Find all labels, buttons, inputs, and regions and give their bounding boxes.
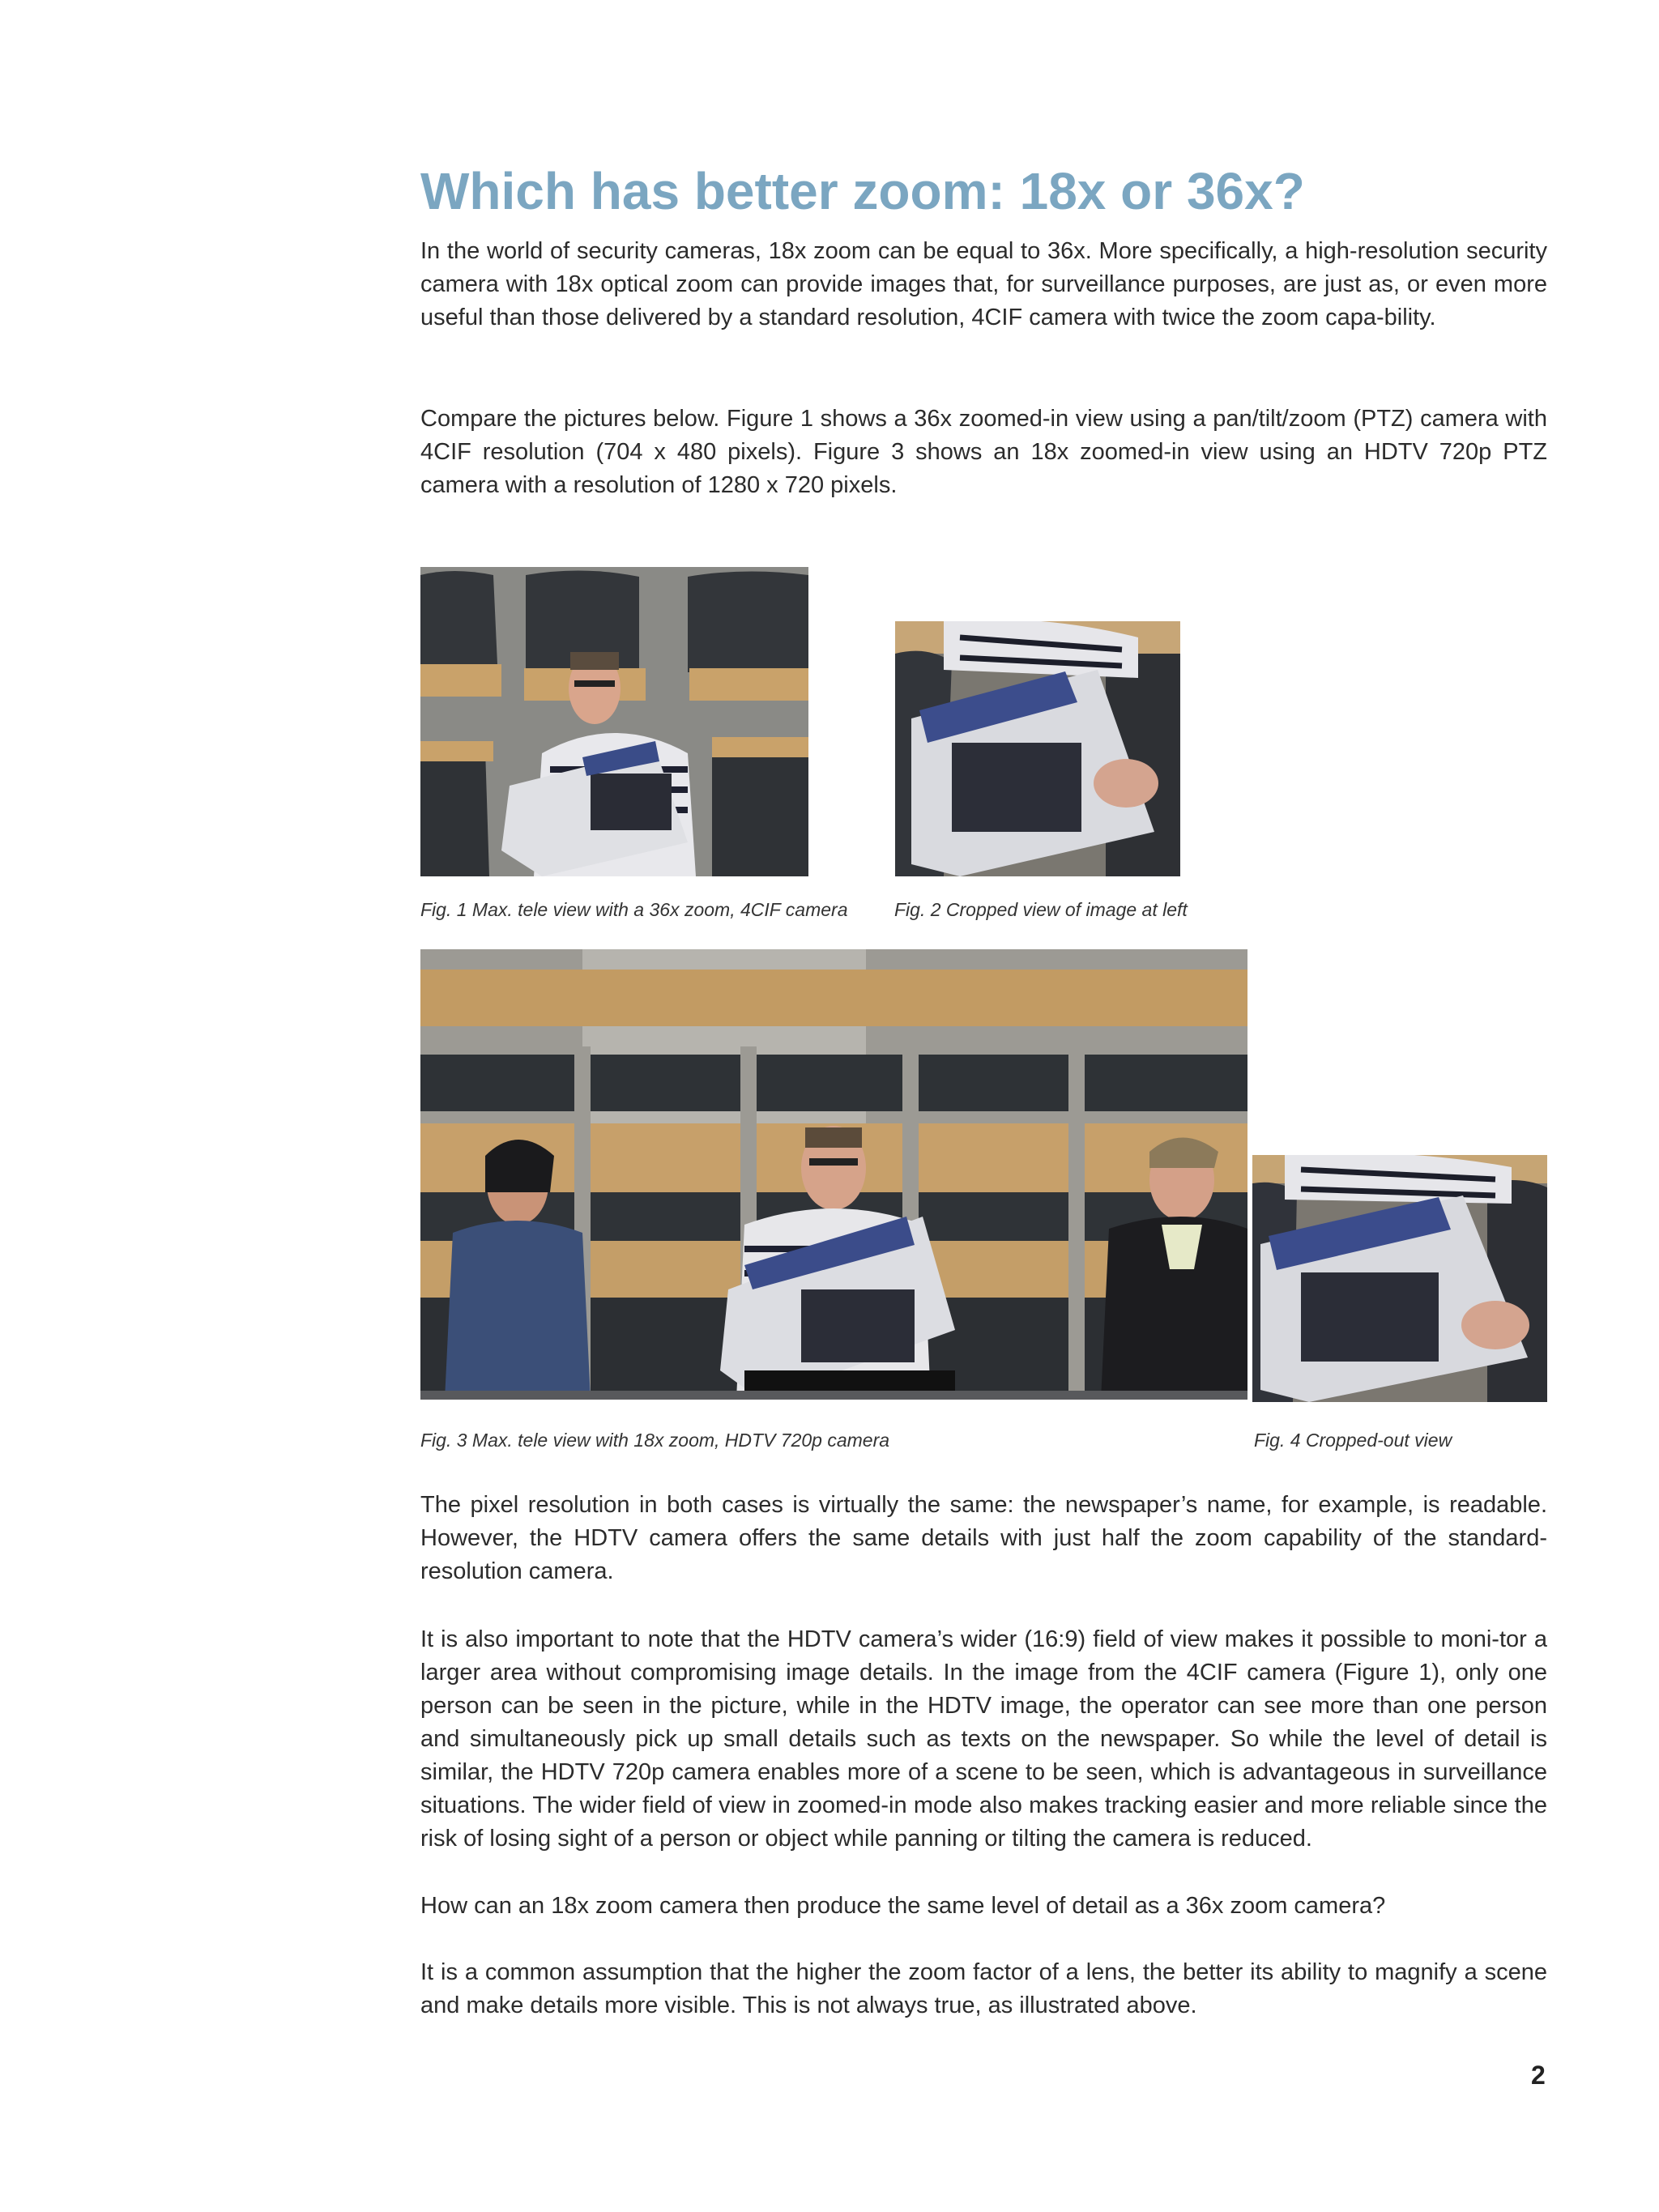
- intro-paragraph: In the world of security cameras, 18x zoom can be equal to 36x. More specifically, a high-resolution security camera with 18x optical zoom can provide images that, for surveillance purposes, are just as, or even more useful than those delivered by a standard resolution, 4CIF camera with twice the zoom capa-bility.: [420, 238, 1547, 330]
- page-title: Which has better zoom: 18x or 36x?: [420, 162, 1305, 220]
- figure-3-caption: Fig. 3 Max. tele view with 18x zoom, HDTV 720p camera: [420, 1430, 890, 1451]
- field-of-view-paragraph: It is also important to note that the HDTV camera’s wider (16:9) field of view makes it possible to moni-tor a larger area without compromising image details. In the image from the 4CIF camera (Figure 1), only one person can be seen in the picture, while in the HDTV image, the operator can see more than one person and simultaneously pick up small details such as texts on the newspaper. So while the level of detail is similar, the HDTV 720p camera enables more of a scene to be seen, which is advantageous in surveillance situations. The wider field of view in zoomed-in mode also makes tracking easier and more reliable since the risk of losing sight of a person or object while panning or tilting the camera is reduced.: [420, 1626, 1547, 1852]
- figure-2-caption: Fig. 2 Cropped view of image at left: [894, 899, 1188, 920]
- figure-2-photo: [895, 621, 1180, 876]
- assumption-paragraph: It is a common assumption that the higher the zoom factor of a lens, the better its ability to magnify a scene and make details more visible. This is not always true, as illustrated above.: [420, 1959, 1547, 2018]
- figure-4-caption: Fig. 4 Cropped-out view: [1254, 1430, 1452, 1451]
- resolution-paragraph: The pixel resolution in both cases is virtually the same: the newspaper’s name, for example, is readable. However, the HDTV camera offers the same details with just half the zoom capability of the standard-resolution camera.: [420, 1492, 1547, 1584]
- page-number: 2: [1531, 2061, 1546, 2090]
- comparison-paragraph: Compare the pictures below. Figure 1 shows a 36x zoomed-in view using a pan/tilt/zoom (PTZ) camera with 4CIF resolution (704 x 480 pixels). Figure 3 shows an 18x zoomed-in view using an HDTV 720p PTZ camera with a resolution of 1280 x 720 pixels.: [420, 406, 1547, 498]
- figure-1-photo: [420, 567, 808, 876]
- figure-1-caption: Fig. 1 Max. tele view with a 36x zoom, 4CIF camera: [420, 899, 848, 920]
- figure-4-photo: [1252, 1155, 1547, 1402]
- question-paragraph: How can an 18x zoom camera then produce the same level of detail as a 36x zoom camera?: [420, 1893, 1386, 1919]
- figure-3-photo: [420, 949, 1247, 1400]
